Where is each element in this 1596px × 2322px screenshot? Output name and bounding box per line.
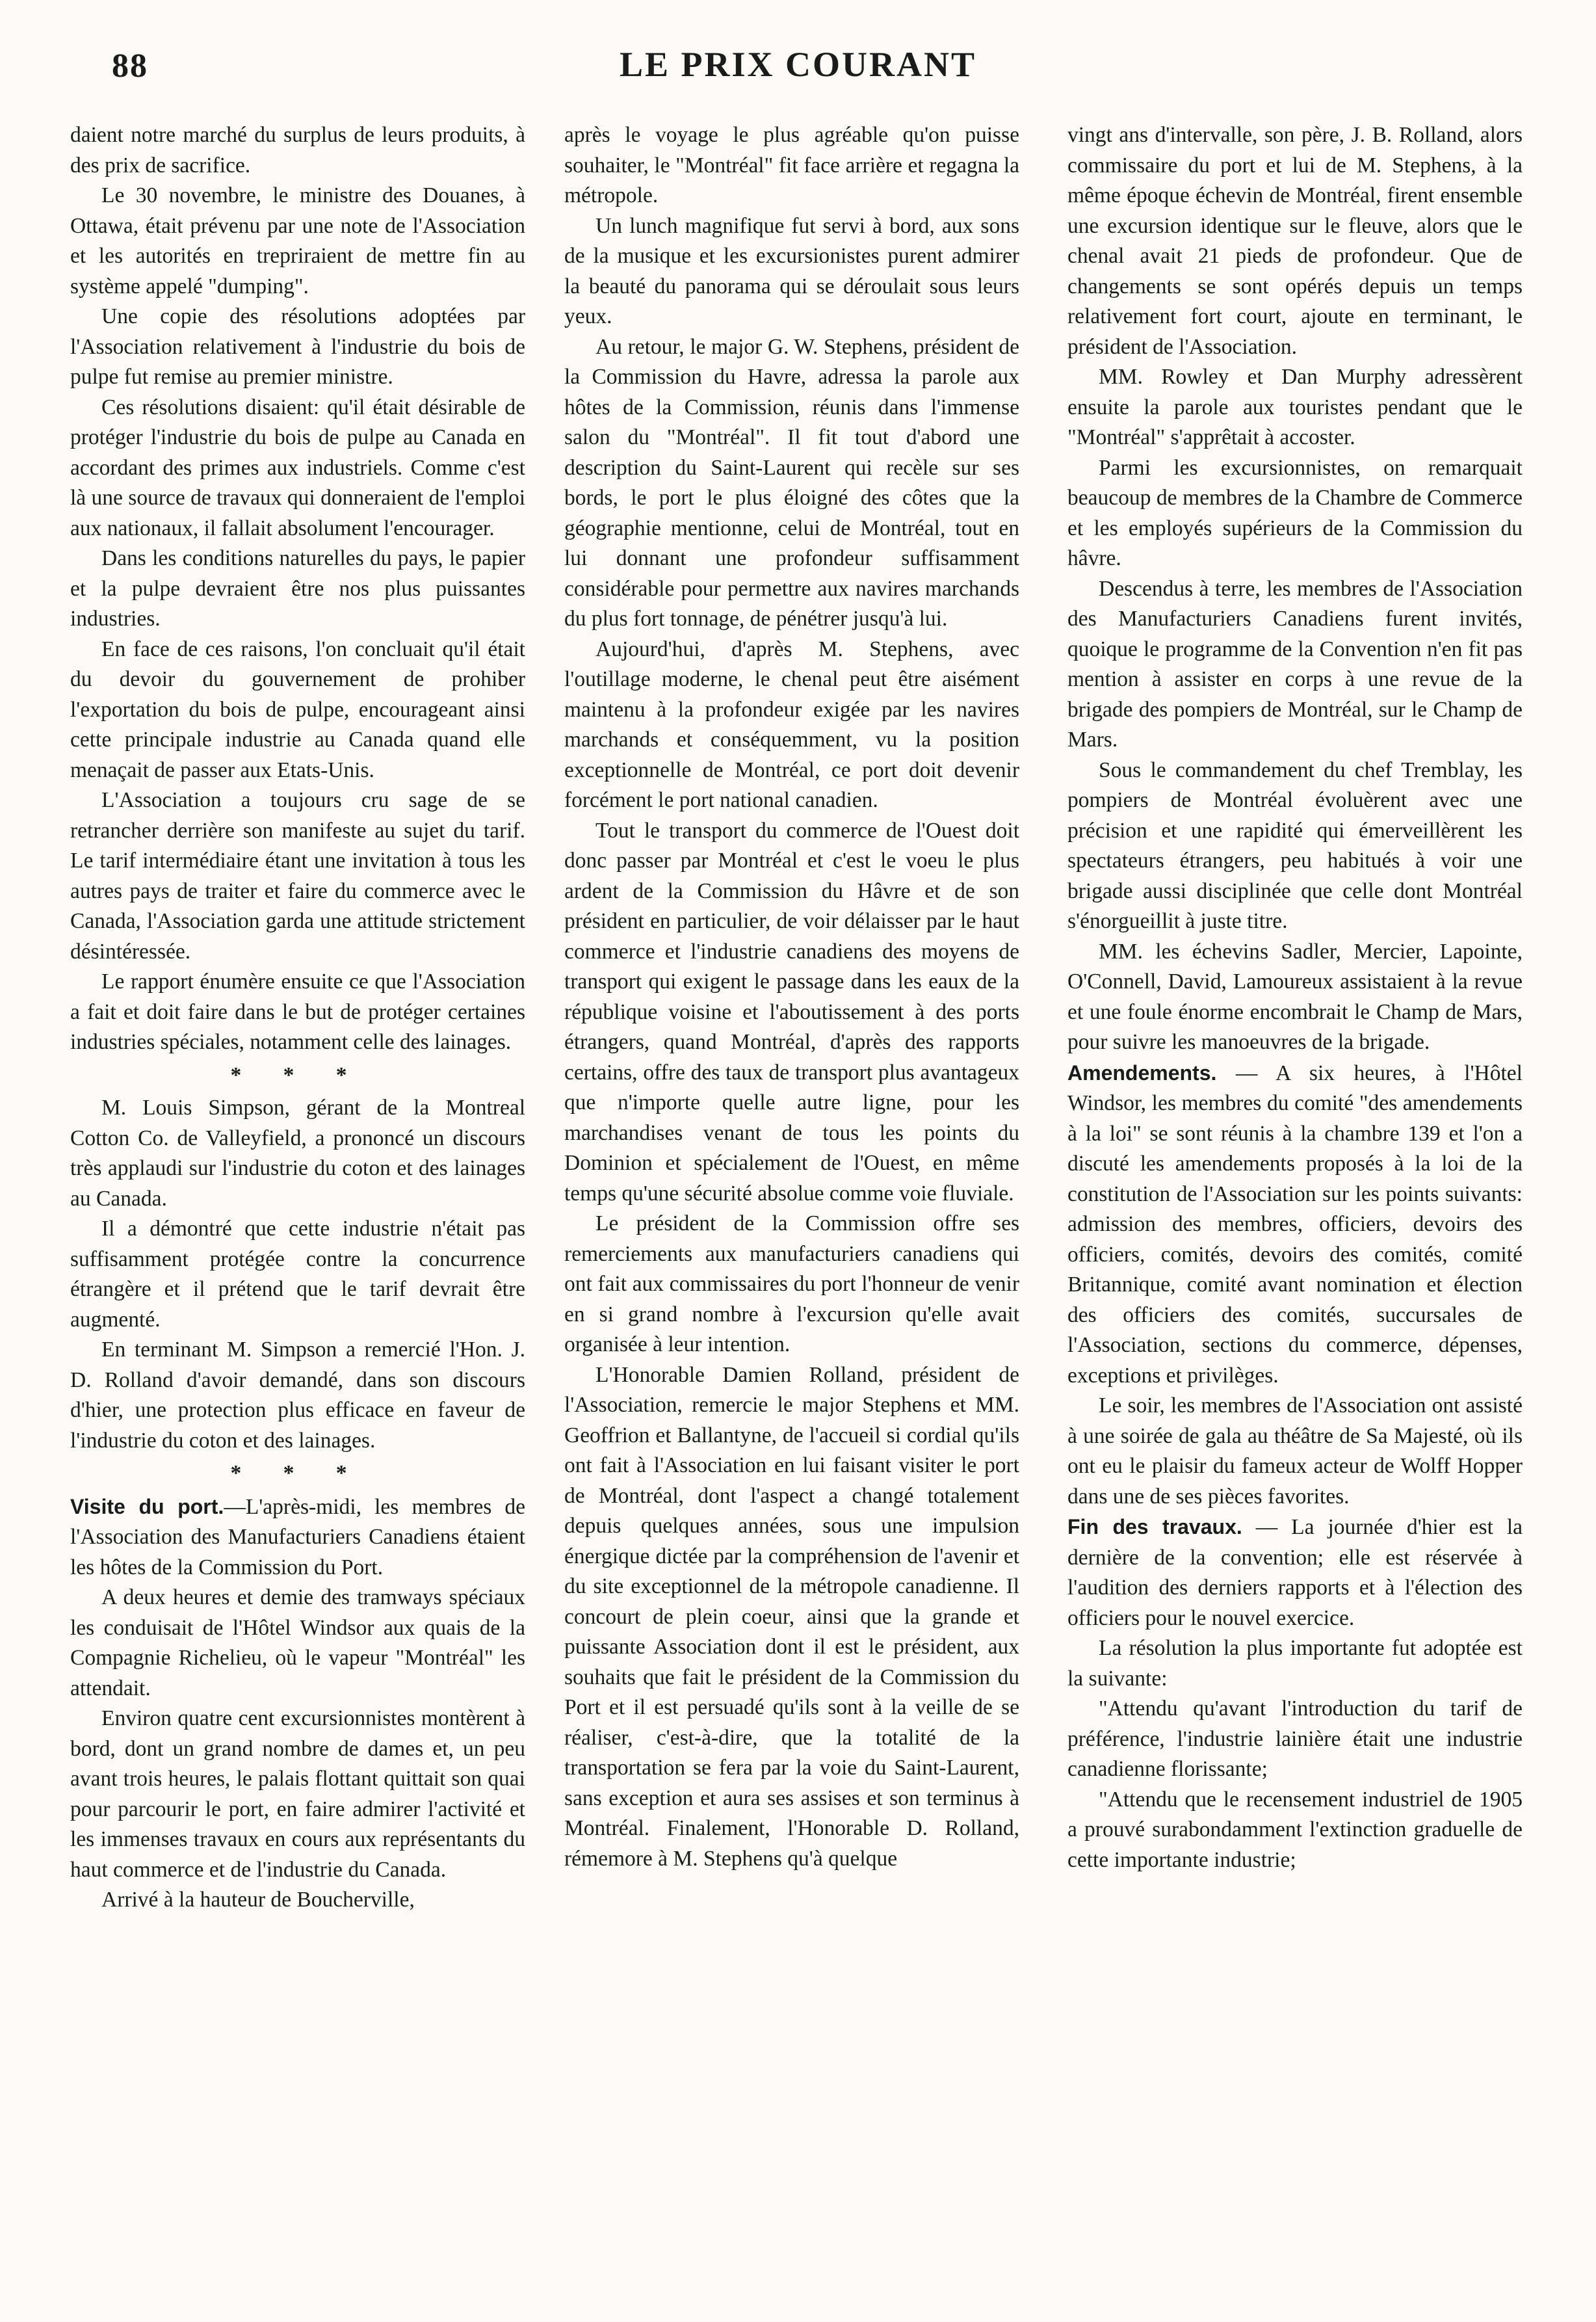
page-number: 88 bbox=[112, 47, 148, 85]
article-paragraph: Il a démontré que cette industrie n'était pas suffisamment protégée contre la concurrence étrangère et il prétend que le tarif devrait être augmenté. bbox=[70, 1217, 525, 1332]
section-paragraph: Amendements. — A six heures, à l'Hôtel Windsor, les membres du comité "des amendements à la loi" se sont réunis à la chambre 139 et l'on a discuté les amendements proposés à la loi de la constitution de l'Association sur les points suivants: admission des membres, officiers, devoirs des officiers, comités, devoirs des comités, comité Britannique, comité avant nomination et élection des officiers des comités, succursales de l'Association, sections du commerce, dépenses, exceptions et privilèges. bbox=[1067, 1061, 1523, 1388]
article-paragraph: vingt ans d'intervalle, son père, J. B. Rolland, alors commissaire du port et lui de M. Stephens, à la même époque échevin de Montréal, firent ensemble une excursion identique sur le fleuve, alors que le chenal avait 21 pieds de profondeur. Que de changements se sont opérés depuis un temps relativement fort court, ajoute en terminant, le président de l'Association. bbox=[1067, 123, 1523, 359]
article-paragraph: En face de ces raisons, l'on concluait qu'il était du devoir du gouvernement de prohiber l'exportation du bois de pulpe, encourageant ainsi cette principale industrie au Canada quand elle menaçait de passer aux Etats-Unis. bbox=[70, 637, 525, 782]
article-paragraph: "Attendu que le recensement industriel de 1905 a prouvé surabondamment l'extinction graduelle de cette importante industrie; bbox=[1067, 1787, 1523, 1872]
article-paragraph: Le rapport énumère ensuite ce que l'Association a fait et doit faire dans le but de protéger certaines industries spéciales, notamment celle des lainages. bbox=[70, 970, 525, 1054]
section-heading: Amendements. bbox=[1067, 1061, 1217, 1085]
article-paragraph: Sous le commandement du chef Tremblay, les pompiers de Montréal évoluèrent avec une précision et une rapidité qui émerveillèrent les spectateurs étrangers, peu habitués à voir une brigade aussi disciplinée que celle dont Montréal s'énorgueillit à juste titre. bbox=[1067, 758, 1523, 933]
article-paragraph: après le voyage le plus agréable qu'on puisse souhaiter, le "Montréal" fit face arrière et regagna la métropole. bbox=[564, 123, 1019, 207]
article-paragraph: Ces résolutions disaient: qu'il était désirable de protéger l'industrie du bois de pulpe au Canada en accordant des primes aux industriels. Comme c'est là une source de travaux qui donneraient de l'emploi aux nationaux, il fallait absolument l'encourager. bbox=[70, 395, 525, 540]
article-paragraph: M. Louis Simpson, gérant de la Montreal Cotton Co. de Valleyfield, a prononcé un discours très applaudi sur l'industrie du coton et des lainages au Canada. bbox=[70, 1096, 525, 1211]
article-paragraph: Descendus à terre, les membres de l'Association des Manufacturiers Canadiens furent invités, quoique le programme de la Convention n'en fit pas mention à assister en corps à une revue de la brigade des pompiers de Montréal, sur le Champ de Mars. bbox=[1067, 576, 1523, 752]
section-heading: Visite du port. bbox=[70, 1494, 224, 1518]
article-paragraph: Au retour, le major G. W. Stephens, président de la Commission du Havre, adressa la parole aux hôtes de la Commission, réunis dans l'immense salon du "Montréal". Il fit tout d'abord une description du Saint-Laurent qui recèle sur ses bords, le port le plus éloigné des côtes que la géographie mentionne, celui de Montréal, tout en lui donnant une profondeur suffisamment considérable pour permettre aux navires marchands du plus fort tonnage, de pénétrer jusqu'à lui. bbox=[564, 334, 1019, 631]
column-2 bbox=[564, 120, 1019, 2305]
article-paragraph: Environ quatre cent excursionnistes montèrent à bord, dont un grand nombre de dames et, un peu avant trois heures, le palais flottant quittait son quai pour parcourir le port, en faire admirer l'activité et les immenses travaux en cours aux représentants du haut commerce et de l'industrie du Canada. bbox=[70, 1706, 525, 1882]
article-paragraph: Tout le transport du commerce de l'Ouest doit donc passer par Montréal et c'est le voeu le plus ardent de la Commission du Hâvre et de son président en particulier, de voir délaisser par le haut commerce et l'industrie canadiens des moyens de transport qui exigent le passage dans les eaux de la république voisine et l'aboutissement à des ports étrangers, quand Montréal, d'après des rapports certains, offre des taux de transport plus avantageux que n'importe quelle autre ligne, pour les marchandises venant de tous les points du Dominion et spécialement de l'Ouest, en même temps qu'une sécurité absolue comme voie fluviale. bbox=[564, 818, 1019, 1206]
section-separator: * * * bbox=[230, 1062, 365, 1087]
article-paragraph: Le 30 novembre, le ministre des Douanes, à Ottawa, était prévenu par une note de l'Association et les autorités en trepriraient de mettre fin au système appelé "dumping". bbox=[70, 183, 525, 298]
section-separator: * * * bbox=[230, 1461, 365, 1485]
article-paragraph: Le soir, les membres de l'Association ont assisté à une soirée de gala au théâtre de Sa Majesté, où ils ont eu le plaisir du fameux acteur de Wolff Hopper dans une de ses pièces favorites. bbox=[1067, 1393, 1523, 1509]
article-paragraph: En terminant M. Simpson a remercié l'Hon. J. D. Rolland d'avoir demandé, dans son discours d'hier, une protection plus efficace en faveur de l'industrie du coton et des lainages. bbox=[70, 1338, 525, 1453]
article-paragraph: daient notre marché du surplus de leurs produits, à des prix de sacrifice. bbox=[70, 123, 525, 178]
article-paragraph: Dans les conditions naturelles du pays, le papier et la pulpe devraient être nos plus puissantes industries. bbox=[70, 546, 525, 631]
article-paragraph: Parmi les excursionnistes, on remarquait beaucoup de membres de la Chambre de Commerce et les employés supérieurs de la Commission du hâvre. bbox=[1067, 455, 1523, 570]
running-head-title: LE PRIX COURANT bbox=[619, 45, 977, 84]
article-paragraph: L'Honorable Damien Rolland, président de l'Association, remercie le major Stephens et MM. Geoffrion et Ballantyne, de l'accueil si cordial qu'ils ont fait à l'Association en lui faisant visiter le port de Montréal, dont l'aspect a changé totalement depuis quelques années, sous une impulsion énergique dictée par la compréhension de l'avenir et du site exceptionnel de la métropole canadienne. Il concourt de plein coeur, ainsi que la grande et puissante Association dont il est le président, aux souhaits que fait le président de la Commission du Port et il est persuadé qu'ils sont à la veille de se réaliser, c'est-à-dire, que la totalité de la transportation se fera par la voie du Saint-Laurent, sans exception et aura ses assises et son terminus à Montréal. Finalement, l'Honorable D. Rolland, rémemore à M. Stephens qu'à quelque bbox=[564, 1362, 1019, 1871]
article-paragraph: Le président de la Commission offre ses remerciements aux manufacturiers canadiens qui ont fait aux commissaires du port l'honneur de venir en si grand nombre à l'excursion qu'elle avait organisée à leur intention. bbox=[564, 1211, 1019, 1356]
section-heading: Fin des travaux. bbox=[1067, 1515, 1242, 1538]
article-paragraph: Arrivé à la hauteur de Boucherville, bbox=[101, 1888, 415, 1912]
column-1 bbox=[70, 120, 525, 2305]
article-paragraph: La résolution la plus importante fut adoptée est la suivante: bbox=[1067, 1636, 1523, 1691]
section-paragraph: Visite du port.—L'après-midi, les membres de l'Association des Manufacturiers Canadiens étaient les hôtes de la Commission du Port. bbox=[70, 1494, 525, 1579]
article-paragraph: "Attendu qu'avant l'introduction du tarif de préférence, l'industrie lainière était une industrie canadienne florissante; bbox=[1067, 1696, 1523, 1781]
column-3 bbox=[1067, 120, 1523, 2305]
article-paragraph: Une copie des résolutions adoptées par l'Association relativement à l'industrie du bois de pulpe fut remise au premier ministre. bbox=[70, 304, 525, 389]
article-paragraph: Un lunch magnifique fut servi à bord, aux sons de la musique et les excursionistes purent admirer la beauté du panorama qui se déroulait sous leurs yeux. bbox=[564, 213, 1019, 328]
article-paragraph: Aujourd'hui, d'après M. Stephens, avec l'outillage moderne, le chenal peut être aisément maintenu à la profondeur exigée par les navires marchands et conséquemment, vu la position exceptionnelle de Montréal, ce port doit devenir forcément le port national canadien. bbox=[564, 637, 1019, 812]
article-paragraph: MM. Rowley et Dan Murphy adressèrent ensuite la parole aux touristes pendant que le "Montréal" s'apprêtait à accoster. bbox=[1067, 365, 1523, 449]
section-paragraph: Fin des travaux. — La journée d'hier est la dernière de la convention; elle est réservée à l'audition des derniers rapports et à l'élection des officiers pour le nouvel exercice. bbox=[1067, 1515, 1523, 1630]
article-paragraph: A deux heures et demie des tramways spéciaux les conduisait de l'Hôtel Windsor aux quais de la Compagnie Richelieu, où le vapeur "Montréal" les attendait. bbox=[70, 1585, 525, 1700]
article-paragraph: MM. les échevins Sadler, Mercier, Lapointe, O'Connell, David, Lamoureux assistaient à la revue et une foule énorme encombrait le Champ de Mars, pour suivre les manoeuvres de la brigade. bbox=[1067, 939, 1523, 1054]
article-paragraph: L'Association a toujours cru sage de se retrancher derrière son manifeste au sujet du tarif. Le tarif intermédiaire étant une invitation à tous les autres pays de traiter et faire du commerce avec le Canada, l'Association garda une attitude strictement désintéressée. bbox=[70, 788, 525, 964]
